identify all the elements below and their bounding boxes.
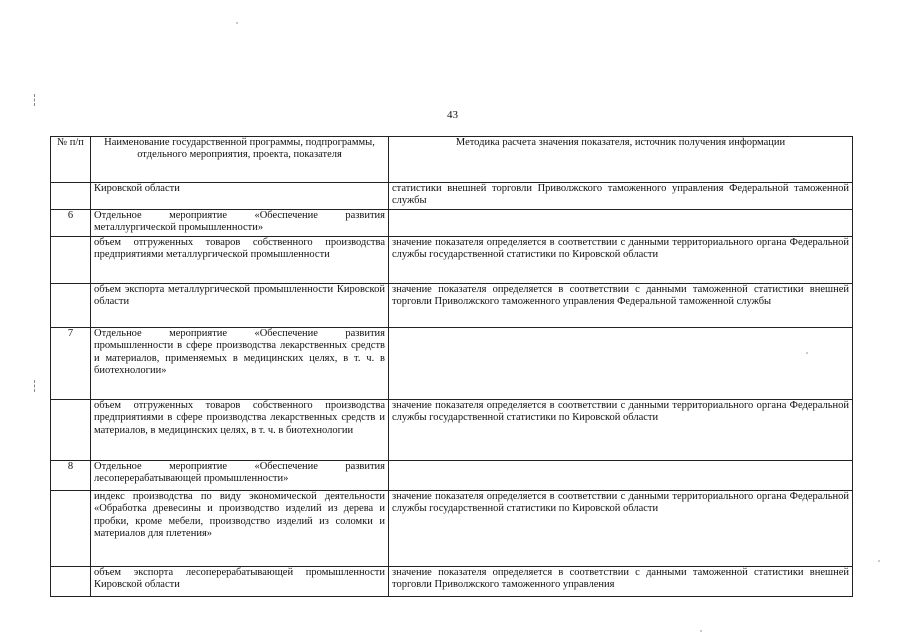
margin-mark-middle <box>34 380 35 392</box>
table-row <box>51 491 853 567</box>
scan-speck <box>806 352 808 354</box>
row-num <box>51 567 91 597</box>
row-num: 7 <box>51 328 91 400</box>
table-header-row <box>51 137 853 183</box>
header-method: Методика расчета значения показателя, источник получения информации <box>389 137 853 183</box>
row-method <box>389 461 853 491</box>
row-num <box>51 284 91 328</box>
row-method: значение показателя определяется в соответствии с данными таможенной статистики внешней торговли Приволжского таможенного управления Федеральной таможенной службы <box>389 284 853 328</box>
scan-speck <box>878 560 880 562</box>
table-row <box>51 400 853 461</box>
row-method: статистики внешней торговли Приволжского таможенного управления Федеральной таможенной службы <box>389 183 853 210</box>
header-num: № п/п <box>51 137 91 183</box>
row-num <box>51 400 91 461</box>
page-number: 43 <box>447 109 458 121</box>
row-method <box>389 328 853 400</box>
row-num <box>51 491 91 567</box>
row-num <box>51 183 91 210</box>
row-name: Кировской области <box>91 183 389 210</box>
row-name: объем отгруженных товаров собственного производства предприятиями в сфере производства лекарственных средств и материалов, в медицинских целях, в т. ч. в биотехнологии <box>91 400 389 461</box>
row-num: 8 <box>51 461 91 491</box>
table-row <box>51 328 853 400</box>
row-name: объем экспорта лесоперерабатывающей промышленности Кировской области <box>91 567 389 597</box>
row-num <box>51 237 91 284</box>
row-name: Отдельное мероприятие «Обеспечение развития лесоперерабатывающей промышленности» <box>91 461 389 491</box>
table-row <box>51 461 853 491</box>
table-row <box>51 567 853 597</box>
scan-speck <box>236 22 238 24</box>
row-method: значение показателя определяется в соответствии с данными территориального органа Федеральной службы государственной статистики по Кировской области <box>389 400 853 461</box>
table-row <box>51 210 853 237</box>
row-name: Отдельное мероприятие «Обеспечение развития промышленности в сфере производства лекарственных средств и материалов, применяемых в медицинских целях, в т. ч. в биотехнологии» <box>91 328 389 400</box>
scan-speck <box>700 630 702 632</box>
row-method: значение показателя определяется в соответствии с данными территориального органа Федеральной службы государственной статистики по Кировской области <box>389 491 853 567</box>
row-name: объем отгруженных товаров собственного производства предприятиями металлургической промышленности <box>91 237 389 284</box>
row-name: индекс производства по виду экономической деятельности «Обработка древесины и производство изделий из дерева и пробки, кроме мебели, производство изделий из соломки и материалов для плетения» <box>91 491 389 567</box>
row-method: значение показателя определяется в соответствии с данными таможенной статистики внешней торговли Приволжского таможенного управления <box>389 567 853 597</box>
table-row <box>51 237 853 284</box>
table-row <box>51 183 853 210</box>
margin-mark-top <box>34 94 35 106</box>
table-row <box>51 284 853 328</box>
row-method <box>389 210 853 237</box>
row-name: объем экспорта металлургической промышленности Кировской области <box>91 284 389 328</box>
indicator-table <box>50 136 853 597</box>
row-num: 6 <box>51 210 91 237</box>
row-name: Отдельное мероприятие «Обеспечение развития металлургической промышленности» <box>91 210 389 237</box>
header-name: Наименование государственной программы, подпрограммы, отдельного мероприятия, проекта, показателя <box>91 137 389 183</box>
row-method: значение показателя определяется в соответствии с данными территориального органа Федеральной службы государственной статистики по Кировской области <box>389 237 853 284</box>
